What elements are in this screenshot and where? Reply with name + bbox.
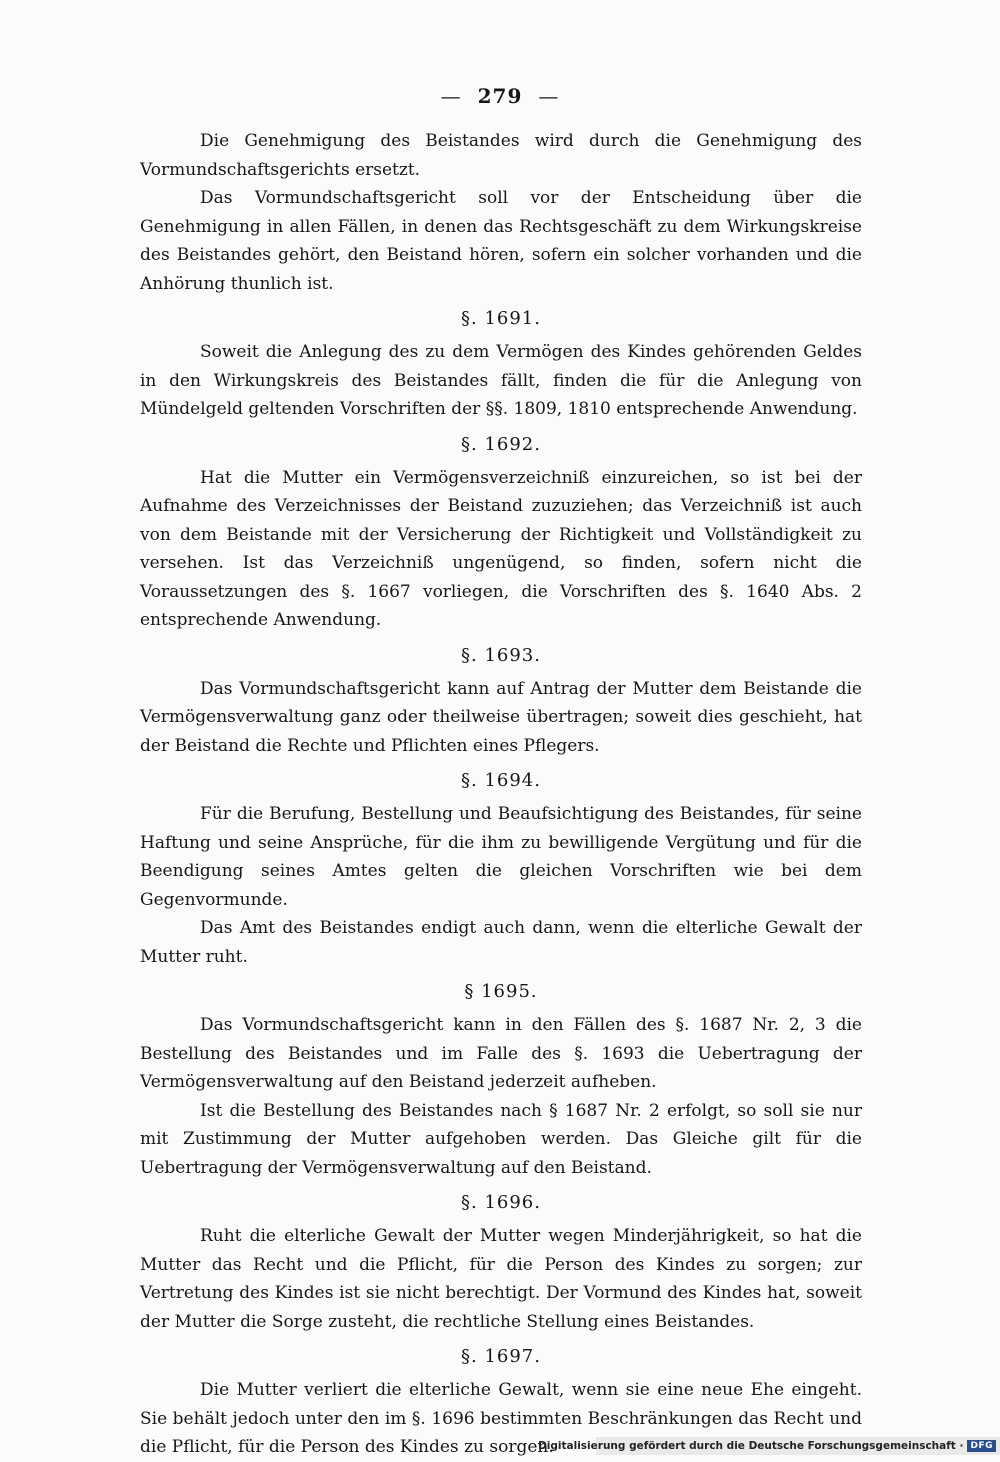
section <box>140 977 862 1182</box>
page-number-value: 279 <box>477 84 523 108</box>
section <box>140 304 862 424</box>
paragraph: Ruht die elterliche Gewalt der Mutter wegen Minderjährigkeit, so hat die Mutter das Recht und die Pflicht, für die Person des Kindes zu sorgen; zur Vertretung des Kindes ist sie nicht berechtigt. Der Vormund des Kindes hat, soweit der Mutter die Sorge zusteht, die rechtliche Stellung eines Beistandes. <box>140 1226 862 1332</box>
page-number-dash-right: — <box>538 84 560 108</box>
section <box>140 1188 862 1336</box>
section <box>140 766 862 971</box>
digitization-footer <box>538 1437 1000 1455</box>
section-heading: §. 1696. <box>461 1192 541 1213</box>
paragraph: Das Vormundschaftsgericht soll vor der Entscheidung über die Genehmigung in allen Fällen, in denen das Rechtsgeschäft zu dem Wirkungskreise des Beistandes gehört, den Beistand hören, sofern ein solcher vorhanden und die Anhörung thunlich ist. <box>140 188 862 294</box>
paragraph: Das Vormundschaftsgericht kann auf Antrag der Mutter dem Beistande die Vermögensverwaltung ganz oder theilweise übertragen; soweit dies geschieht, hat der Beistand die Rechte und Pflichten eines Pflegers. <box>140 678 862 756</box>
section-heading: §. 1691. <box>461 308 541 329</box>
paragraph: Das Vormundschaftsgericht kann in den Fällen des §. 1687 Nr. 2, 3 die Bestellung des Beistandes und im Falle des §. 1693 die Uebertragung der Vermögensverwaltung auf den Beistand jederzeit aufheben. <box>140 1015 862 1092</box>
section <box>140 641 862 761</box>
document-body <box>140 127 862 1462</box>
paragraph: Das Amt des Beistandes endigt auch dann, wenn die elterliche Gewalt der Mutter ruht. <box>140 918 862 967</box>
page-number-dash-left: — <box>440 84 462 108</box>
paragraph: Für die Berufung, Bestellung und Beaufsichtigung des Beistandes, für seine Haftung und seine Ansprüche, für die ihm zu bewilligende Vergütung und für die Beendigung seines Amtes gelten die gleichen Vorschriften wie bei dem Gegenvormunde. <box>140 804 862 910</box>
section-heading: §. 1693. <box>461 644 541 666</box>
section <box>140 430 862 635</box>
section-heading: §. 1697. <box>461 1346 541 1367</box>
footer-credit: Digitalisierung gefördert durch die Deutsche Forschungsgemeinschaft · <box>538 1440 964 1452</box>
section-heading: §. 1692. <box>461 433 541 455</box>
paragraph: Ist die Bestellung des Beistandes nach § 1687 Nr. 2 erfolgt, so soll sie nur mit Zustimmung der Mutter aufgehoben werden. Das Gleiche gilt für die Uebertragung der Vermögensverwaltung auf den Beistand. <box>140 1100 862 1178</box>
paragraph: Soweit die Anlegung des zu dem Vermögen des Kindes gehörenden Geldes in den Wirkungskreis des Beistandes fällt, finden die für die Anlegung von Mündelgeld geltenden Vorschriften der §§. 1809, 1810 entsprechende Anwendung. <box>140 342 862 419</box>
section <box>140 127 862 298</box>
paragraph: Die Mutter verliert die elterliche Gewalt, wenn sie eine neue Ehe eingeht. Sie behält jedoch unter den im §. 1696 bestimmten Beschränkungen das Recht und die Pflicht, für die Person des Kindes zu sorgen. <box>140 1380 862 1457</box>
page-number <box>0 84 1000 108</box>
section-heading: §. 1694. <box>461 770 541 791</box>
paragraph: Die Genehmigung des Beistandes wird durch die Genehmigung des Vormundschaftsgerichts ersetzt. <box>140 131 862 180</box>
dfg-logo: DFG <box>967 1440 996 1452</box>
section-heading: § 1695. <box>464 981 538 1002</box>
paragraph: Hat die Mutter ein Vermögensverzeichniß einzureichen, so ist bei der Aufnahme des Verzeichnisses der Beistand zuzuziehen; das Verzeichniß ist auch von dem Beistande mit der Versicherung der Richtigkeit und Vollständigkeit zu versehen. Ist das Verzeichniß ungenügend, so finden, sofern nicht die Voraussetzungen des §. 1667 vorliegen, die Vorschriften des §. 1640 Abs. 2 entsprechende Anwendung. <box>140 467 862 630</box>
